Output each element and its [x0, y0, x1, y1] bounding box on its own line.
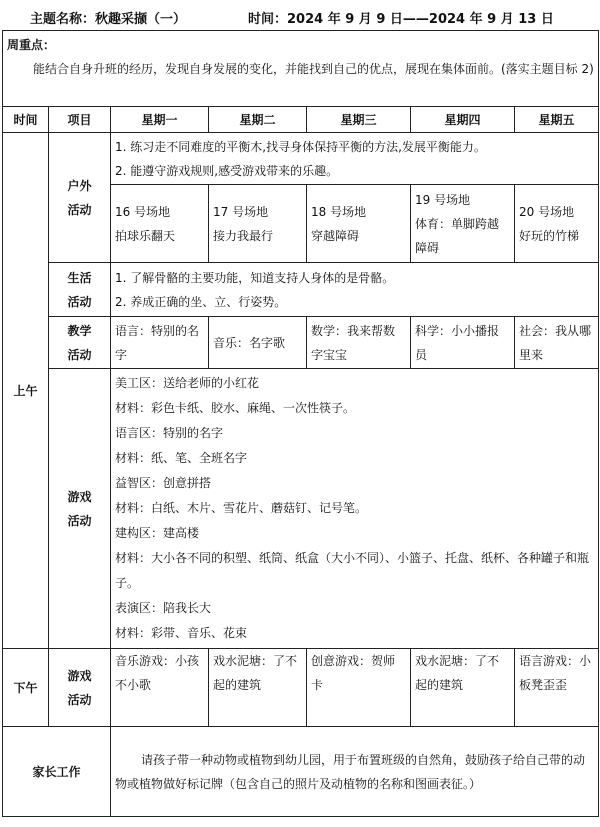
outdoor-goal-1: 1. 练习走不同难度的平衡木,找寻身体保持平衡的方法,发展平衡能力。 — [115, 139, 486, 154]
outdoor-wednesday: 18 号场地 穿越障碍 — [307, 185, 411, 263]
col-monday: 星期一 — [111, 107, 209, 133]
time-range: 时间：2024 年 9 月 9 日——2024 年 9 月 13 日 — [248, 12, 554, 27]
afternoon-monday: 音乐游戏：小孩不小歌 — [111, 649, 209, 727]
games-line-2: 材料：彩色卡纸、胶水、麻绳、一次性筷子。 — [115, 401, 356, 415]
afternoon-friday: 语言游戏：小板凳歪歪 — [515, 649, 599, 727]
games-label: 游戏 活动 — [49, 369, 111, 649]
col-wednesday: 星期三 — [307, 107, 411, 133]
theme-name: 主题名称：秋趣采撷（一） — [30, 12, 187, 27]
outdoor-tuesday: 17 号场地 接力我最行 — [209, 185, 307, 263]
outdoor-label: 户外 活动 — [49, 133, 111, 263]
games-line-1: 美工区：送给老师的小红花 — [115, 376, 260, 390]
outdoor-goals — [111, 133, 599, 185]
parents-row — [3, 727, 599, 817]
col-thursday: 星期四 — [411, 107, 515, 133]
games-line-5: 益智区：创意拼搭 — [115, 476, 212, 490]
games-line-9: 表演区：陪我长大 — [115, 601, 212, 615]
games-row — [3, 369, 599, 649]
teaching-friday: 社会：我从哪里来 — [515, 317, 599, 369]
games-line-7: 建构区：建高楼 — [115, 526, 200, 540]
afternoon-label: 下午 — [3, 649, 49, 727]
afternoon-row — [3, 649, 599, 727]
afternoon-thursday: 戏水泥塘：了不起的建筑 — [411, 649, 515, 727]
games-line-10: 材料：彩带、音乐、花束 — [115, 626, 248, 640]
teaching-row — [3, 317, 599, 369]
col-friday: 星期五 — [515, 107, 599, 133]
afternoon-wednesday: 创意游戏：贺师卡 — [307, 649, 411, 727]
outdoor-goals-row — [3, 133, 599, 185]
teaching-label: 教学 活动 — [49, 317, 111, 369]
games-line-3: 语言区：特别的名字 — [115, 426, 224, 440]
plan-header — [0, 0, 600, 30]
games-content — [111, 369, 599, 649]
life-content — [111, 263, 599, 317]
parents-content: 请孩子带一种动物或植物到幼儿园，用于布置班级的自然角，鼓励孩子给自己带的动物或植物做好标记牌（包含自己的照片及动植物的名称和图画表征。） — [111, 727, 599, 817]
morning-label: 上午 — [3, 133, 49, 649]
afternoon-tuesday: 戏水泥塘：了不起的建筑 — [209, 649, 307, 727]
teaching-thursday: 科学：小小播报员 — [411, 317, 515, 369]
teaching-monday: 语言：特别的名字 — [111, 317, 209, 369]
games-line-4: 材料：纸、笔、全班名字 — [115, 451, 248, 465]
games-line-6: 材料：白纸、木片、雪花片、蘑菇钉、记号笔。 — [115, 501, 368, 515]
life-line-2: 2. 养成正确的坐、立、行姿势。 — [115, 294, 287, 309]
col-time: 时间 — [3, 107, 49, 133]
outdoor-friday: 20 号场地 好玩的竹梯 — [515, 185, 599, 263]
life-label: 生活 活动 — [49, 263, 111, 317]
col-item: 项目 — [49, 107, 111, 133]
teaching-wednesday: 数学：我来帮数字宝宝 — [307, 317, 411, 369]
focus-row — [3, 31, 599, 107]
life-line-1: 1. 了解骨骼的主要功能，知道支持人身体的是骨骼。 — [115, 270, 395, 285]
afternoon-games-label: 游戏 活动 — [49, 649, 111, 727]
outdoor-goal-2: 2. 能遵守游戏规则,感受游戏带来的乐趣。 — [115, 163, 339, 178]
teaching-tuesday: 音乐：名字歌 — [209, 317, 307, 369]
parents-label: 家长工作 — [3, 727, 111, 817]
life-row — [3, 263, 599, 317]
outdoor-monday: 16 号场地 拍球乐翻天 — [111, 185, 209, 263]
outdoor-thursday: 19 号场地 体育：单脚跨越障碍 — [411, 185, 515, 263]
col-tuesday: 星期二 — [209, 107, 307, 133]
column-header-row — [3, 107, 599, 133]
weekly-plan-table — [2, 30, 599, 817]
focus-text: 能结合自身升班的经历，发现自身发展的变化，并能找到自己的优点，展现在集体面前。(落实主题目标 2) — [33, 62, 594, 76]
focus-title: 周重点： — [7, 38, 56, 52]
games-line-8: 材料：大小各不同的积塑、纸筒、纸盒（大小不同）、小篮子、托盘、纸杯、各种罐子和瓶子。 — [115, 551, 590, 590]
